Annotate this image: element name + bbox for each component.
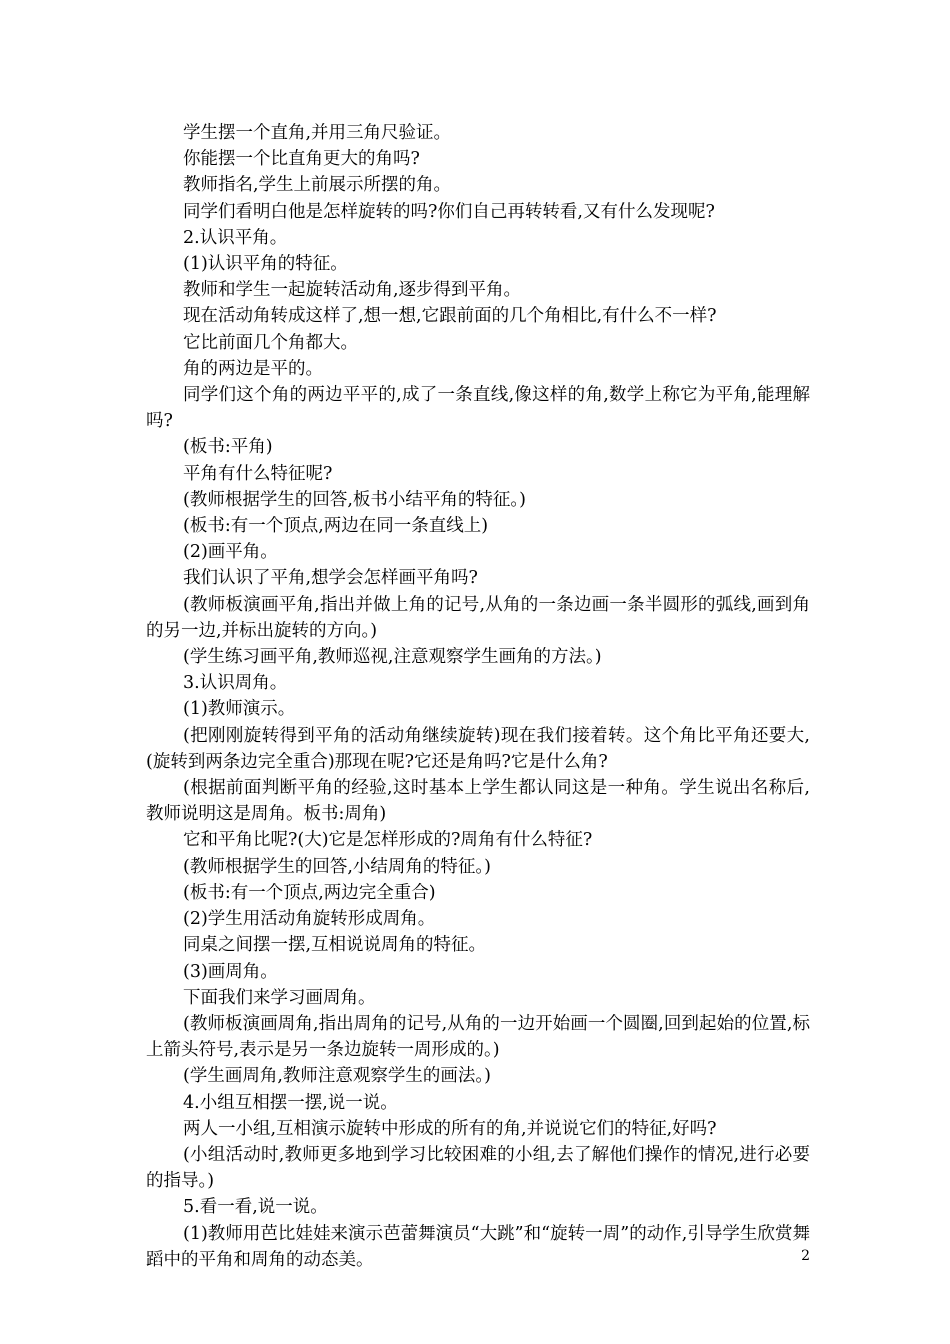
paragraph: (板书:有一个顶点,两边在同一条直线上) <box>183 516 489 537</box>
paragraph: 同学们这个角的两边平平的,成了一条直线,像这样的角,数学上称它为平角,能理解吗? <box>146 385 810 432</box>
paragraph: (1)教师演示。 <box>183 699 296 720</box>
paragraph: (教师板演画平角,指出并做上角的记号,从角的一条边画一条半圆形的弧线,画到角的另一边,并标出旋转的方向。) <box>146 594 810 641</box>
paragraph: (学生练习画平角,教师巡视,注意观察学生画角的方法。) <box>183 647 602 668</box>
paragraph: (板书:平角) <box>183 437 273 458</box>
paragraph: 你能摆一个比直角更大的角吗? <box>183 149 420 170</box>
paragraph: (2)画平角。 <box>183 542 278 563</box>
paragraph: 3.认识周角。 <box>183 673 288 694</box>
paragraph: 我们认识了平角,想学会怎样画平角吗? <box>183 568 478 589</box>
paragraph: 2.认识平角。 <box>183 227 288 248</box>
paragraph: 同桌之间摆一摆,互相说说周角的特征。 <box>183 935 487 956</box>
document-body <box>146 120 810 1273</box>
paragraph: 教师和学生一起旋转活动角,逐步得到平角。 <box>183 280 522 301</box>
paragraph: 学生摆一个直角,并用三角尺验证。 <box>183 123 452 143</box>
paragraph: 教师指名,学生上前展示所摆的角。 <box>183 175 452 196</box>
paragraph: (板书:有一个顶点,两边完全重合) <box>183 882 436 903</box>
paragraph: 现在活动角转成这样了,想一想,它跟前面的几个角相比,有什么不一样? <box>183 306 717 327</box>
paragraph: (根据前面判断平角的经验,这时基本上学生都认同这是一种角。学生说出名称后,教师说明这是周角。板书:周角) <box>146 778 810 825</box>
paragraph: (把刚刚旋转得到平角的活动角继续旋转)现在我们接着转。这个角比平角还要大,(旋转到两条边完全重合)那现在呢?它还是角吗?它是什么角? <box>146 725 810 772</box>
paragraph: 同学们看明白他是怎样旋转的吗?你们自己再转转看,又有什么发现呢? <box>183 201 715 222</box>
paragraph: (小组活动时,教师更多地到学习比较困难的小组,去了解他们操作的情况,进行必要的指导。) <box>146 1144 810 1192</box>
paragraph: 5.看一看,说一说。 <box>183 1197 328 1218</box>
paragraph: (教师板演画周角,指出周角的记号,从角的一边开始画一个圆圈,回到起始的位置,标上箭头符号,表示是另一条边旋转一周形成的。) <box>146 1013 810 1061</box>
paragraph: (1)认识平角的特征。 <box>183 254 348 275</box>
paragraph: 两人一小组,互相演示旋转中形成的所有的角,并说说它们的特征,好吗? <box>183 1118 717 1139</box>
paragraph: (1)教师用芭比娃娃来演示芭蕾舞演员“大跳”和“旋转一周”的动作,引导学生欣赏舞蹈中的平角和周角的动态美。 <box>146 1223 810 1270</box>
paragraph: 角的两边是平的。 <box>183 358 323 379</box>
paragraph: 下面我们来学习画周角。 <box>183 987 376 1008</box>
paragraph: (3)画周角。 <box>183 961 278 982</box>
paragraph: (学生画周角,教师注意观察学生的画法。) <box>183 1066 491 1087</box>
paragraph: (教师根据学生的回答,小结周角的特征。) <box>183 856 491 877</box>
page-number: 2 <box>801 1248 810 1264</box>
paragraph: 它和平角比呢?(大)它是怎样形成的?周角有什么特征? <box>183 830 593 851</box>
paragraph: 4.小组互相摆一摆,说一说。 <box>183 1092 398 1113</box>
paragraph: (2)学生用活动角旋转形成周角。 <box>183 909 436 930</box>
paragraph: 平角有什么特征呢? <box>183 463 333 484</box>
paragraph: (教师根据学生的回答,板书小结平角的特征。) <box>183 489 526 510</box>
paragraph: 它比前面几个角都大。 <box>183 332 358 353</box>
